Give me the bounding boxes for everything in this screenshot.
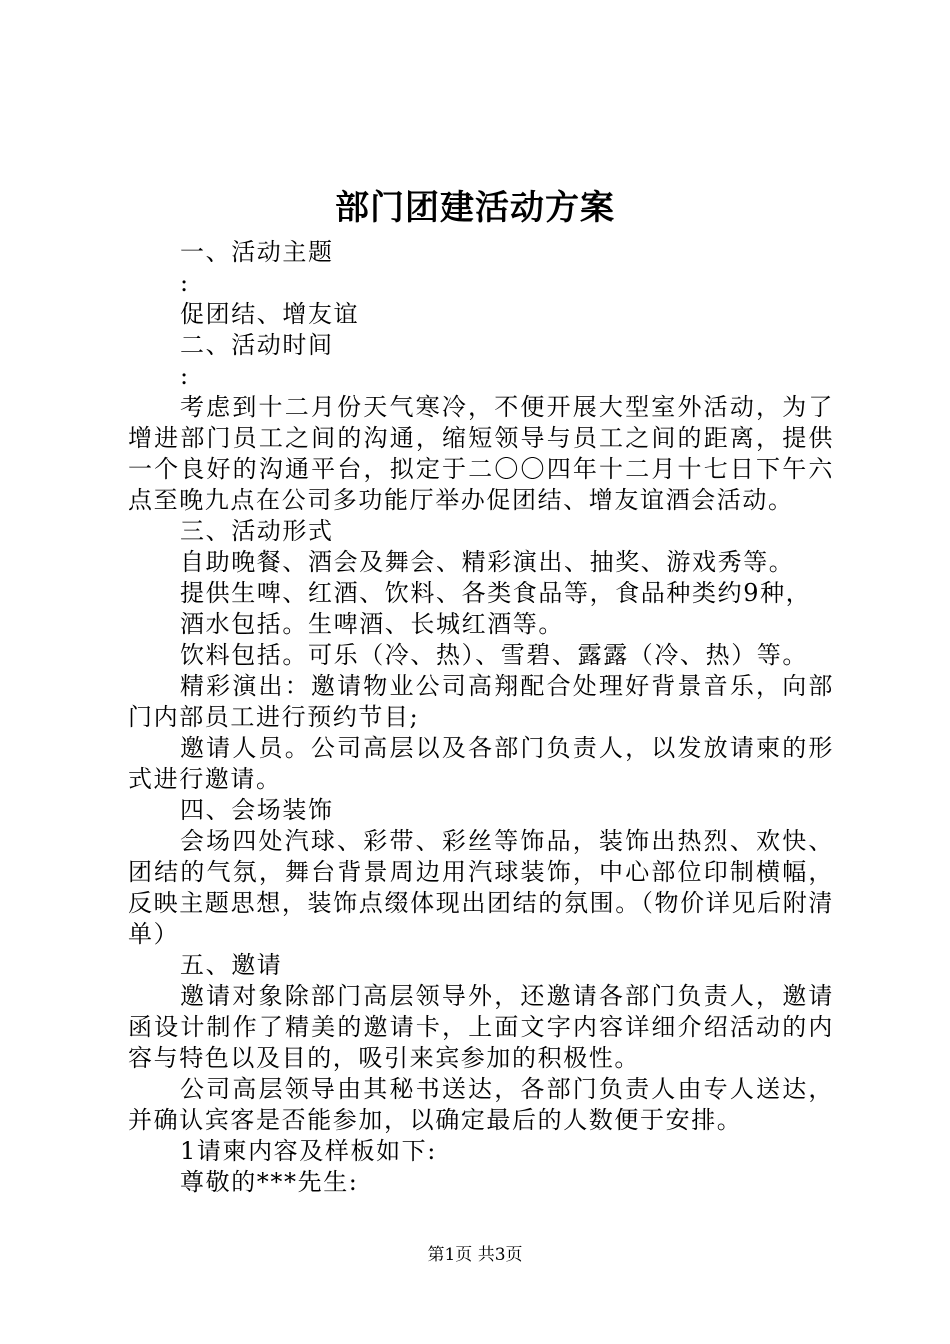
section-heading: 二、活动时间 [180, 331, 334, 359]
paragraph: 自助晚餐、酒会及舞会、精彩演出、抽奖、游戏秀等。 [180, 548, 795, 576]
paragraph: 促团结、增友谊 [180, 300, 360, 328]
section-heading: 三、活动形式 [180, 517, 334, 545]
paragraph: 公司高层领导由其秘书送达，各部门负责人由专人送达，并确认宾客是否能参加，以确定最后的人数便于安排。 [128, 1075, 834, 1134]
salutation: 尊敬的***先生: [180, 1168, 359, 1196]
paragraph: 会场四处汽球、彩带、彩丝等饰品，装饰出热烈、欢快、团结的气氛，舞台背景周边用汽球装饰，中心部位印制横幅，反映主题思想，装饰点缀体现出团结的氛围。（物价详见后附清单） [128, 827, 834, 948]
section-heading: 四、会场装饰 [180, 796, 334, 824]
paragraph: 饮料包括。可乐（冷、热）、雪碧、露露（冷、热）等。 [180, 641, 808, 669]
paragraph: 考虑到十二月份天气寒冷，不便开展大型室外活动，为了增进部门员工之间的沟通，缩短领导与员工之间的距离，提供一个良好的沟通平台，拟定于二〇〇四年十二月十七日下午六点至晚九点在公司多功能厅举办促团结、增友谊酒会活动。 [128, 393, 834, 514]
document-body [128, 237, 834, 1198]
paragraph: 邀请人员。公司高层以及各部门负责人，以发放请柬的形式进行邀请。 [128, 734, 834, 793]
document-title: 部门团建活动方案 [335, 188, 615, 228]
page-footer: 第1页 共3页 [427, 1245, 523, 1265]
section-heading: 一、活动主题 [180, 238, 334, 266]
section-heading: 五、邀请 [180, 951, 283, 979]
colon-line: : [180, 269, 190, 297]
paragraph: 提供生啤、红酒、饮料、各类食品等，食品种类约9种， [180, 579, 812, 607]
paragraph: 精彩演出：邀请物业公司高翔配合处理好背景音乐，向部门内部员工进行预约节目; [128, 672, 834, 731]
paragraph: 1请柬内容及样板如下: [180, 1137, 437, 1165]
paragraph: 邀请对象除部门高层领导外，还邀请各部门负责人，邀请函设计制作了精美的邀请卡，上面文字内容详细介绍活动的内容与特色以及目的，吸引来宾参加的积极性。 [128, 982, 834, 1072]
colon-line: : [180, 362, 190, 390]
paragraph: 酒水包括。生啤酒、长城红酒等。 [180, 610, 564, 638]
